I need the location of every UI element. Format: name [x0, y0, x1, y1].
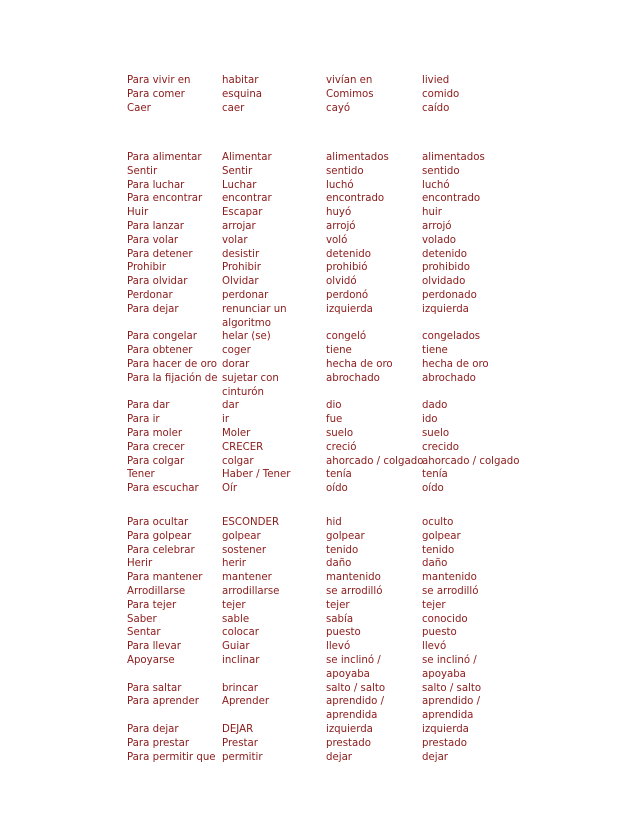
verb-cell: herir: [222, 558, 246, 570]
verb-cell: dorar: [222, 358, 250, 370]
infinitive-cell: Huir: [127, 207, 149, 219]
table-row: [124, 151, 519, 165]
participle-cell: ido: [422, 414, 438, 426]
participle-cell: tiene: [422, 345, 448, 357]
past-cell: ahorcado / colgado: [326, 455, 424, 467]
infinitive-cell: Sentir: [127, 165, 158, 177]
table-row: [124, 234, 519, 248]
participle-cell: sentido: [422, 165, 460, 177]
past-cell: hecha de oro: [326, 358, 393, 370]
table-row: [124, 585, 519, 599]
verb-cell: renunciar un algoritmo: [222, 303, 287, 329]
past-cell: salto / salto: [326, 682, 386, 694]
verb-cell: CRECER: [222, 441, 264, 453]
verb-cell: volar: [222, 234, 248, 246]
participle-cell: perdonado: [422, 289, 477, 301]
verb-cell: ir: [222, 414, 230, 426]
table-row: [124, 427, 519, 441]
infinitive-cell: Para tejer: [127, 599, 177, 611]
verb-table-block-2: [124, 151, 519, 496]
infinitive-cell: Para lanzar: [127, 220, 184, 232]
verb-cell: dar: [222, 400, 239, 412]
verb-cell: Aprender: [222, 696, 270, 708]
infinitive-cell: Para dejar: [127, 723, 179, 735]
table-row: [124, 599, 519, 613]
verb-cell: DEJAR: [222, 723, 254, 735]
participle-cell: livied: [422, 75, 450, 86]
verb-cell: Escapar: [222, 207, 263, 219]
infinitive-cell: Para prestar: [127, 737, 190, 749]
past-cell: cayó: [326, 102, 351, 114]
participle-cell: hecha de oro: [422, 358, 489, 370]
participle-cell: olvidado: [422, 276, 466, 288]
past-cell: congeló: [326, 331, 367, 343]
infinitive-cell: Tener: [127, 469, 155, 481]
past-cell: dejar: [326, 751, 352, 763]
past-cell: arrojó: [326, 220, 356, 232]
participle-cell: izquierda: [422, 303, 469, 315]
infinitive-cell: Para alimentar: [127, 152, 202, 163]
past-cell: tiene: [326, 345, 352, 357]
infinitive-cell: Para ocultar: [127, 517, 189, 528]
infinitive-cell: Para moler: [127, 427, 183, 439]
table-row: [124, 220, 519, 234]
table-row: [124, 165, 519, 179]
infinitive-cell: Caer: [127, 102, 151, 114]
infinitive-cell: Para aprender: [127, 696, 199, 708]
verb-cell: arrodillarse: [222, 585, 280, 597]
past-cell: abrochado: [326, 372, 380, 384]
infinitive-cell: Para la fijación de: [127, 372, 218, 384]
verb-cell: colgar: [222, 455, 254, 467]
infinitive-cell: Para vivir en: [127, 75, 191, 86]
participle-cell: congelados: [422, 331, 481, 343]
table-row: [124, 654, 519, 682]
table-row: [124, 723, 519, 737]
verb-cell: Oír: [222, 483, 238, 495]
infinitive-cell: Para celebrar: [127, 544, 195, 556]
participle-cell: encontrado: [422, 193, 481, 205]
past-cell: aprendido / aprendida: [326, 696, 385, 722]
past-cell: luchó: [326, 179, 354, 191]
participle-cell: salto / salto: [422, 682, 482, 694]
table-row: [124, 261, 519, 275]
past-cell: creció: [326, 441, 357, 453]
participle-cell: tenía: [422, 469, 448, 481]
past-cell: mantenido: [326, 572, 381, 584]
verb-cell: Haber / Tener: [222, 469, 291, 481]
table-row: [124, 530, 519, 544]
table-row: [124, 626, 519, 640]
verb-cell: desistir: [222, 248, 260, 260]
infinitive-cell: Para ir: [127, 414, 160, 426]
table-row: [124, 303, 519, 331]
participle-cell: caído: [422, 102, 450, 114]
participle-cell: detenido: [422, 248, 467, 260]
table-row: [124, 330, 519, 344]
table-row: [124, 413, 519, 427]
infinitive-cell: Para llevar: [127, 641, 181, 653]
verb-cell: Olvidar: [222, 276, 259, 288]
participle-cell: se inclinó / apoyaba: [422, 654, 477, 680]
infinitive-cell: Sentar: [127, 627, 161, 639]
past-cell: llevó: [326, 641, 351, 653]
past-cell: alimentados: [326, 152, 389, 163]
table-row: [124, 571, 519, 585]
participle-cell: llevó: [422, 641, 447, 653]
infinitive-cell: Para hacer de oro: [127, 358, 217, 370]
infinitive-cell: Para mantener: [127, 572, 203, 584]
table-row: [124, 544, 519, 558]
table-row: [124, 192, 519, 206]
participle-cell: tenido: [422, 544, 455, 556]
table-row: [124, 482, 519, 496]
participle-cell: luchó: [422, 179, 450, 191]
verb-cell: ESCONDER: [222, 517, 280, 528]
verb-table-block-1: [124, 74, 519, 115]
participle-cell: dejar: [422, 751, 448, 763]
past-cell: encontrado: [326, 193, 385, 205]
participle-cell: daño: [422, 558, 448, 570]
past-cell: sentido: [326, 165, 364, 177]
participle-cell: arrojó: [422, 220, 452, 232]
table-row: [124, 74, 519, 88]
table-row: [124, 737, 519, 751]
table-row: [124, 289, 519, 303]
past-cell: se inclinó / apoyaba: [326, 654, 381, 680]
past-cell: Comimos: [326, 88, 374, 100]
participle-cell: mantenido: [422, 572, 477, 584]
past-cell: golpear: [326, 530, 365, 542]
past-cell: detenido: [326, 248, 371, 260]
past-cell: huyó: [326, 207, 352, 219]
table-row: [124, 399, 519, 413]
verb-cell: Moler: [222, 427, 251, 439]
participle-cell: prohibido: [422, 262, 470, 274]
past-cell: prohibió: [326, 262, 368, 274]
participle-cell: izquierda: [422, 723, 469, 735]
verb-cell: perdonar: [222, 289, 269, 301]
table-row: [124, 179, 519, 193]
table-row: [124, 557, 519, 571]
participle-cell: crecido: [422, 441, 459, 453]
past-cell: tejer: [326, 599, 350, 611]
table-row: [124, 358, 519, 372]
participle-cell: aprendido / aprendida: [422, 696, 481, 722]
participle-cell: se arrodilló: [422, 585, 479, 597]
infinitive-cell: Perdonar: [127, 289, 173, 301]
table-row: [124, 206, 519, 220]
verb-cell: mantener: [222, 572, 272, 584]
past-cell: perdonó: [326, 289, 369, 301]
infinitive-cell: Para golpear: [127, 530, 192, 542]
verb-cell: inclinar: [222, 654, 260, 666]
participle-cell: ahorcado / colgado: [422, 455, 520, 467]
infinitive-cell: Para escuchar: [127, 483, 199, 495]
past-cell: vivían en: [326, 75, 373, 86]
past-cell: tenía: [326, 469, 352, 481]
verb-cell: encontrar: [222, 193, 272, 205]
table-row: [124, 640, 519, 654]
table-row: [124, 372, 519, 400]
table-row: [124, 613, 519, 627]
participle-cell: dado: [422, 400, 448, 412]
participle-cell: puesto: [422, 627, 457, 639]
past-cell: olvidó: [326, 276, 357, 288]
infinitive-cell: Herir: [127, 558, 153, 570]
past-cell: puesto: [326, 627, 361, 639]
verb-cell: sostener: [222, 544, 267, 556]
past-cell: sabía: [326, 613, 354, 625]
table-row: [124, 248, 519, 262]
past-cell: daño: [326, 558, 352, 570]
participle-cell: tejer: [422, 599, 446, 611]
infinitive-cell: Para obtener: [127, 345, 193, 357]
participle-cell: huir: [422, 207, 442, 219]
table-row: [124, 275, 519, 289]
infinitive-cell: Para volar: [127, 234, 179, 246]
verb-cell: Prestar: [222, 737, 258, 749]
verb-table-block-3: [124, 516, 519, 764]
verb-cell: Luchar: [222, 179, 257, 191]
verb-cell: sujetar con cinturón: [222, 372, 279, 398]
verb-cell: colocar: [222, 627, 259, 639]
verb-cell: tejer: [222, 599, 246, 611]
infinitive-cell: Para luchar: [127, 179, 185, 191]
infinitive-cell: Para congelar: [127, 331, 197, 343]
verb-cell: coger: [222, 345, 251, 357]
verb-cell: Prohibir: [222, 262, 261, 274]
infinitive-cell: Para encontrar: [127, 193, 203, 205]
participle-cell: comido: [422, 88, 460, 100]
infinitive-cell: Para olvidar: [127, 276, 188, 288]
verb-cell: golpear: [222, 530, 261, 542]
participle-cell: oído: [422, 483, 444, 495]
participle-cell: abrochado: [422, 372, 476, 384]
participle-cell: volado: [422, 234, 457, 246]
infinitive-cell: Para comer: [127, 88, 185, 100]
infinitive-cell: Para dar: [127, 400, 170, 412]
infinitive-cell: Para colgar: [127, 455, 185, 467]
past-cell: voló: [326, 234, 348, 246]
table-row: [124, 344, 519, 358]
past-cell: suelo: [326, 427, 354, 439]
past-cell: prestado: [326, 737, 371, 749]
past-cell: oído: [326, 483, 348, 495]
past-cell: izquierda: [326, 723, 373, 735]
verb-cell: Guiar: [222, 641, 250, 653]
table-row: [124, 751, 519, 765]
past-cell: fue: [326, 414, 343, 426]
participle-cell: oculto: [422, 517, 454, 528]
participle-cell: conocido: [422, 613, 468, 625]
verb-cell: caer: [222, 102, 245, 114]
infinitive-cell: Arrodillarse: [127, 585, 186, 597]
verb-cell: permitir: [222, 751, 263, 763]
verb-cell: brincar: [222, 682, 258, 694]
verb-cell: helar (se): [222, 331, 271, 343]
table-row: [124, 682, 519, 696]
infinitive-cell: Prohibir: [127, 262, 166, 274]
participle-cell: alimentados: [422, 152, 485, 163]
table-row: [124, 455, 519, 469]
past-cell: hid: [326, 517, 342, 528]
table-row: [124, 468, 519, 482]
verb-cell: Sentir: [222, 165, 253, 177]
infinitive-cell: Para crecer: [127, 441, 185, 453]
table-row: [124, 88, 519, 102]
participle-cell: prestado: [422, 737, 467, 749]
infinitive-cell: Para permitir que: [127, 751, 216, 763]
table-row: [124, 441, 519, 455]
past-cell: izquierda: [326, 303, 373, 315]
infinitive-cell: Para dejar: [127, 303, 179, 315]
table-row: [124, 516, 519, 530]
past-cell: tenido: [326, 544, 359, 556]
infinitive-cell: Para saltar: [127, 682, 182, 694]
table-row: [124, 695, 519, 723]
infinitive-cell: Para detener: [127, 248, 193, 260]
infinitive-cell: Apoyarse: [127, 654, 175, 666]
verb-cell: arrojar: [222, 220, 256, 232]
verb-cell: Alimentar: [222, 152, 272, 163]
participle-cell: suelo: [422, 427, 450, 439]
past-cell: se arrodilló: [326, 585, 383, 597]
infinitive-cell: Saber: [127, 613, 157, 625]
table-row: [124, 102, 519, 116]
past-cell: dio: [326, 400, 342, 412]
verb-cell: esquina: [222, 88, 263, 100]
participle-cell: golpear: [422, 530, 461, 542]
verb-cell: habitar: [222, 75, 259, 86]
verb-cell: sable: [222, 613, 250, 625]
